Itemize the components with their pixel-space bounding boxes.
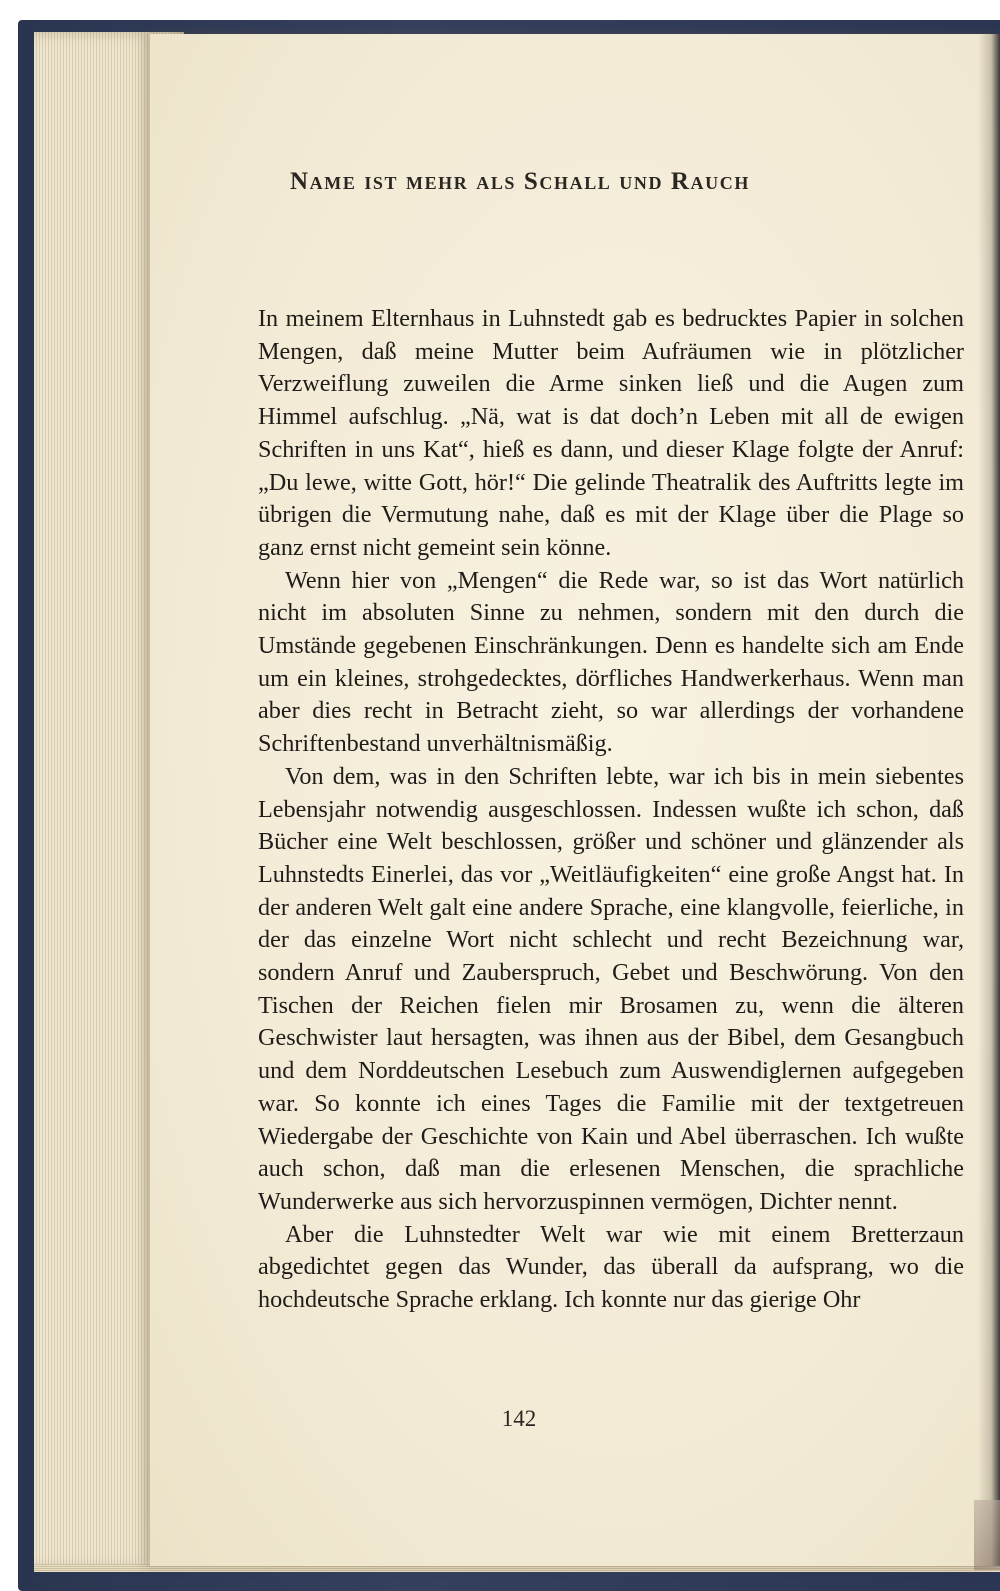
paragraph: Von dem, was in den Schriften lebte, war ich bis in mein siebentes Lebensjahr notwendig ausgeschlossen. Indessen wußte ich schon, daß Bücher eine Welt beschlossen, größer und schöner und glänzender als Luhnstedts Einerlei, das vor „Weitläufigkeiten“ eine große Angst hat. In der anderen Welt galt eine andere Sprache, eine klangvolle, feierliche, in der das einzelne Wort nicht schlecht und recht Bezeichnung war, sondern Anruf und Zauberspruch, Gebet und Beschwörung. Von den Tischen der Reichen fielen mir Brosamen zu, wenn die älteren Geschwister laut hersagten, was ihnen aus der Bibel, dem Gesangbuch und dem Norddeutschen Lesebuch zum Auswendiglernen aufgegeben war. So konnte ich eines Tages die Familie mit der textgetreuen Wiedergabe der Geschichte von Kain und Abel überraschen. Ich wußte auch schon, daß man die erlesenen Menschen, die sprachliche Wunderwerke aus sich hervorzuspinnen vermögen, Dichter nennt. (258, 762, 964, 1215)
bookmark-ribbon (974, 1500, 1000, 1570)
page-gutter-shadow (978, 34, 1000, 1566)
running-head: Name ist mehr als Schall und Rauch (290, 168, 750, 195)
body-text (258, 303, 964, 1317)
paragraph: Aber die Luhnstedter Welt war wie mit einem Bretterzaun abgedichtet gegen das Wunder, das überall da aufsprang, wo die hochdeutsche Sprache erklang. Ich konnte nur das gierige Ohr (258, 1220, 964, 1314)
page-number: 142 (501, 1406, 537, 1431)
paragraph: In meinem Elternhaus in Luhnstedt gab es bedrucktes Papier in solchen Mengen, daß meine Mutter beim Aufräumen wie in plötzlicher Verzweiflung zuweilen die Arme sinken ließ und die Augen zum Himmel aufschlug. „Nä, wat is dat doch’n Leben mit all de ewigen Schriften in uns Kat“, hieß es dann, und dieser Klage folgte der Anruf: „Du lewe, witte Gott, hör!“ Die gelinde Theatralik des Auftritts legte im übrigen die Vermutung nahe, daß es mit der Klage über die Plage so ganz ernst nicht gemeint sein könne. (258, 305, 964, 561)
paragraph: Wenn hier von „Mengen“ die Rede war, so ist das Wort natürlich nicht im absoluten Sinne zu nehmen, sondern mit den durch die Umstände gegebenen Einschränkungen. Denn es handelte sich am Ende um ein kleines, strohgedecktes, dörfliches Handwerkerhaus. Wenn man aber dies recht in Betracht zieht, so war allerdings der vorhandene Schriftenbestand unverhältnismäßig. (258, 566, 964, 758)
